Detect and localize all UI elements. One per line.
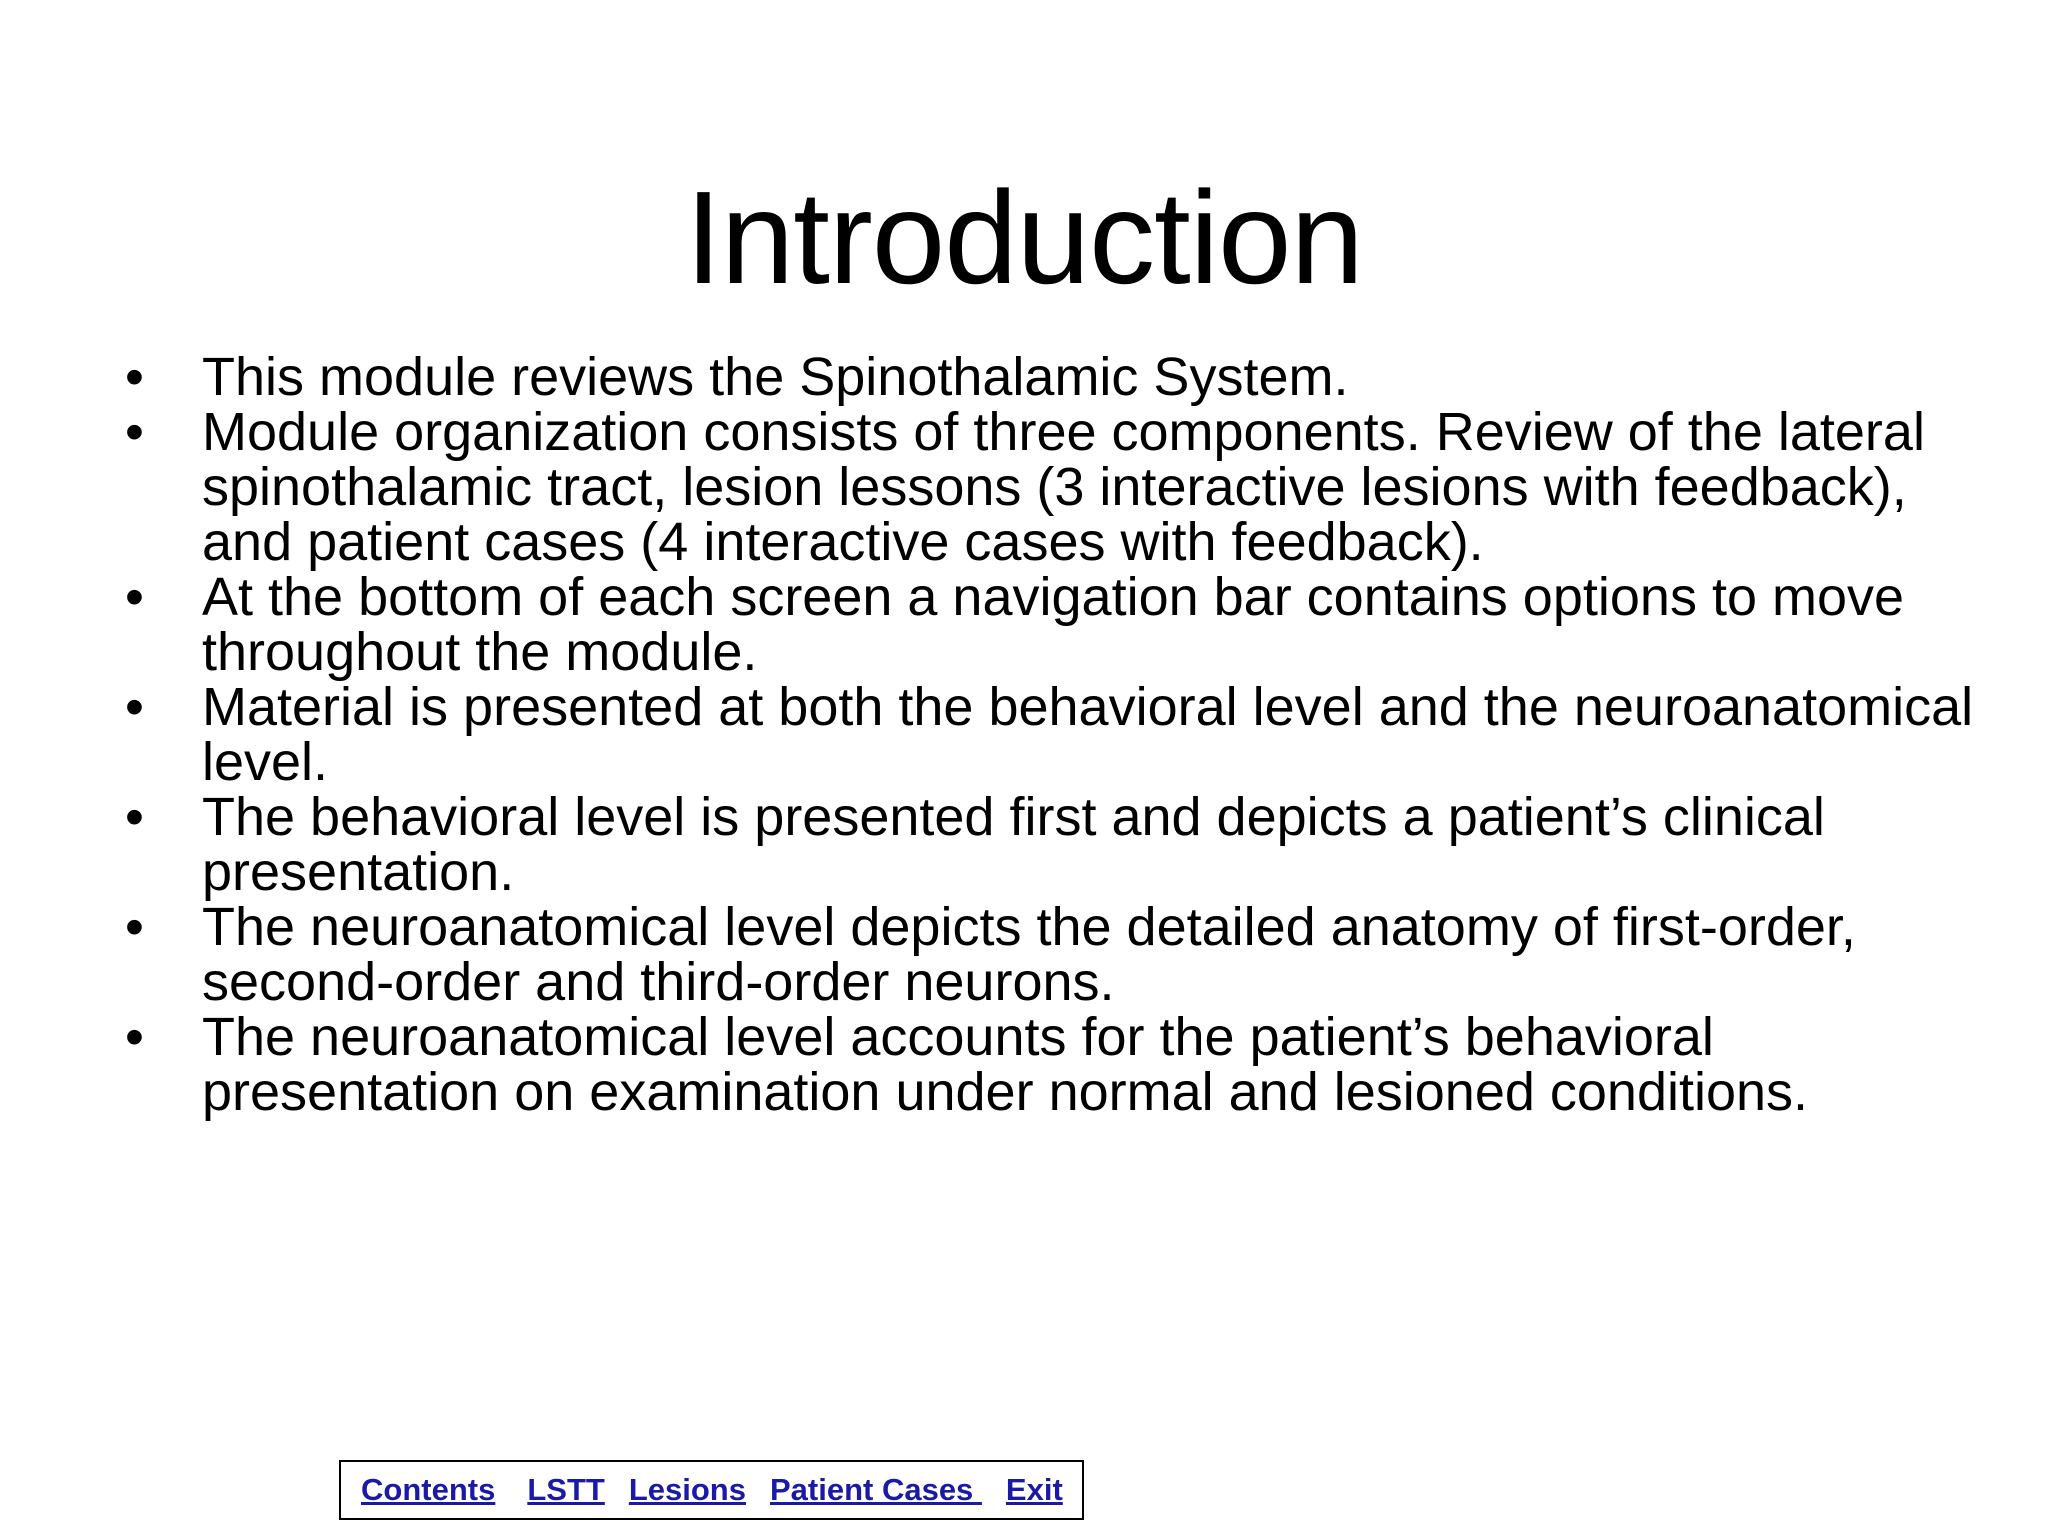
bullet-marker: • [125,347,144,407]
bullet-text: At the bottom of each screen a navigation bar contains options to move throughout the module. [202,567,1905,682]
bullet-text: This module reviews the Spinothalamic System. [202,347,1349,407]
bullet-item [120,787,2000,902]
bullet-item [120,897,2000,1012]
bullet-marker: • [125,677,144,737]
bullet-text: Module organization consists of three components. Review of the lateral spinothalamic tract, lesion lessons (3 interactive lesions with feedback), and patient cases (4 interactive cases with feedback). [202,402,1925,572]
nav-link-lstt[interactable]: LSTT [527,1472,605,1507]
slide-title: Introduction [685,164,1363,311]
bullet-item [120,567,2000,682]
bullet-marker: • [125,402,144,462]
bullet-text: The behavioral level is presented first and depicts a patient’s clinical presentation. [202,787,1825,902]
nav-link-exit[interactable]: Exit [1005,1472,1063,1507]
navigation-bar [339,1460,1084,1520]
bullet-item [120,1007,2000,1122]
bullet-text: The neuroanatomical level accounts for the patient’s behavioral presentation on examination under normal and lesioned conditions. [202,1007,1809,1122]
nav-link-contents[interactable]: Contents [361,1472,496,1507]
bullet-marker: • [125,897,144,957]
bullet-item [120,677,2000,792]
bullet-marker: • [125,1007,144,1067]
nav-link-lesions[interactable]: Lesions [628,1472,746,1507]
bullet-text: The neuroanatomical level depicts the detailed anatomy of first-order, second-order and third-order neurons. [202,897,1856,1012]
bullet-marker: • [125,567,144,627]
bullet-item [120,402,2000,572]
bullet-marker: • [125,787,144,847]
bullet-text: Material is presented at both the behavioral level and the neuroanatomical level. [202,677,1974,792]
nav-link-patient-cases[interactable]: Patient Cases [769,1472,982,1507]
bullet-item [120,347,2000,407]
bullet-list [120,347,2000,1122]
